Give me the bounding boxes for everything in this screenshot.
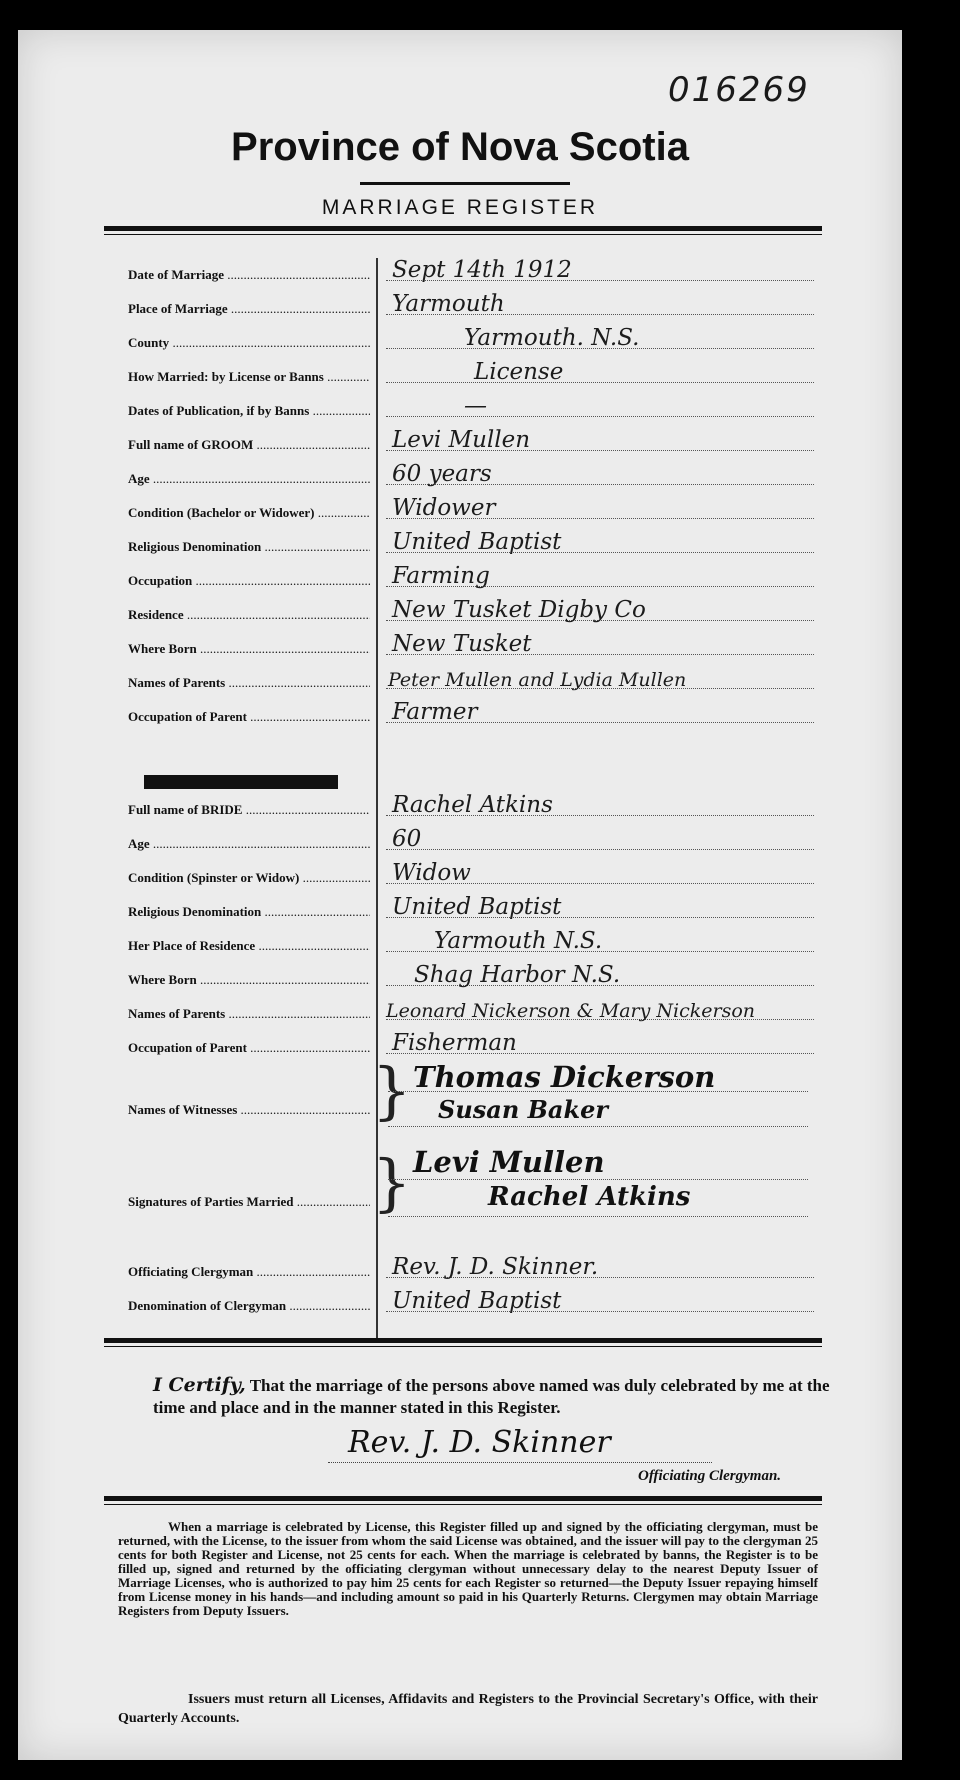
field-value: United Baptist — [392, 1288, 562, 1314]
return-instructions: When a marriage is celebrated by License, this Register filled up and signed by the officiating clergyman, must be returned, with the License, to the issuer from whom the said License was obtained, and the issuer will pay to the clergyman 25 cents for both Register and License, not 25 cents for each. When the marriage is celebrated by banns, the Register is to be filled up, signed and returned by the officiating clergyman without unnecessary delay to the nearest Deputy Issuer of Marriage Licenses, who is authorized to pay him 25 cents for each Register so returned—the Deputy Issuer repaying himself from License money in his hands—and including amount so paid in his Quarterly Returns. Clergymen may obtain Marriage Registers from Deputy Issuers. — [118, 1519, 818, 1618]
field-label: Occupation of Parent ..... — [128, 1040, 370, 1056]
certify-lead: I Certify, — [153, 1374, 246, 1396]
field-clergy-denomination — [104, 1286, 822, 1316]
certify-body: That the marriage of the persons above named was duly celebrated by me at the time and place and in the manner stated in this Register. — [153, 1376, 830, 1417]
field-label: Occupation of Parent ..... — [128, 709, 370, 725]
mid-rule — [104, 1338, 822, 1343]
field-label: Denomination of Clergyman ..... — [128, 1298, 370, 1314]
field-value: United Baptist — [392, 529, 562, 555]
field-label: Names of Parents ..... — [128, 1006, 370, 1022]
mid-rule-thin — [104, 1346, 822, 1347]
field-date-of-marriage — [104, 255, 822, 285]
field-value: Rev. J. D. Skinner. — [392, 1254, 599, 1280]
field-label: Religious Denomination ..... — [128, 539, 370, 555]
field-label: Age ..... — [128, 836, 370, 852]
form-subtitle: MARRIAGE REGISTER — [321, 196, 599, 219]
field-label: Her Place of Residence ..... — [128, 938, 370, 954]
witness-signature-1: Thomas Dickerson — [413, 1060, 716, 1094]
field-label: Signatures of Parties Married ..... — [128, 1194, 370, 1210]
field-value: Yarmouth N.S. — [434, 928, 603, 954]
field-county — [104, 323, 822, 353]
field-groom-name — [104, 425, 822, 455]
field-label: Religious Denomination ..... — [128, 904, 370, 920]
field-value: Farming — [392, 563, 490, 589]
field-groom-occupation — [104, 561, 822, 591]
field-bride-religion — [104, 892, 822, 922]
field-value: Sept 14th 1912 — [392, 257, 572, 283]
field-groom-condition — [104, 493, 822, 523]
field-label: Occupation ..... — [128, 573, 370, 589]
field-groom-parent-occupation — [104, 697, 822, 727]
field-label: Full name of BRIDE ..... — [128, 802, 370, 818]
groom-signature: Levi Mullen — [413, 1145, 605, 1179]
field-value: Levi Mullen — [392, 427, 531, 453]
field-label: Place of Marriage ..... — [128, 301, 370, 317]
field-officiating-clergyman — [104, 1252, 822, 1282]
field-value: Peter Mullen and Lydia Mullen — [388, 669, 687, 691]
clergy-signature-line — [328, 1462, 712, 1463]
field-how-married — [104, 357, 822, 387]
field-value: Widower — [392, 495, 496, 521]
field-label: Dates of Publication, if by Banns ..... — [128, 403, 370, 419]
lower-rule-thin — [104, 1504, 822, 1505]
field-label: Residence ..... — [128, 607, 370, 623]
field-label: Officiating Clergyman ..... — [128, 1264, 370, 1280]
top-rule — [104, 226, 822, 231]
field-label: How Married: by License or Banns ..... — [128, 369, 370, 385]
witnesses-brace: } — [372, 1054, 412, 1127]
field-value: Fisherman — [392, 1030, 517, 1056]
field-value: Farmer — [392, 699, 478, 725]
field-bride-birthplace — [104, 960, 822, 990]
field-value: Yarmouth. N.S. — [464, 325, 640, 351]
field-label: Condition (Bachelor or Widower) ..... — [128, 505, 370, 521]
field-bride-condition — [104, 858, 822, 888]
field-bride-parents — [104, 994, 822, 1024]
field-value: United Baptist — [392, 894, 562, 920]
field-value: Widow — [392, 860, 471, 886]
field-value: Leonard Nickerson & Mary Nickerson — [386, 1000, 755, 1022]
field-groom-birthplace — [104, 629, 822, 659]
field-label: Age ..... — [128, 471, 370, 487]
field-value: Yarmouth — [392, 291, 505, 317]
field-groom-residence — [104, 595, 822, 625]
field-bride-name — [104, 790, 822, 820]
bride-signature: Rachel Atkins — [488, 1182, 691, 1212]
field-label: Full name of GROOM ..... — [128, 437, 370, 453]
field-label: Condition (Spinster or Widow) ..... — [128, 870, 370, 886]
field-value: — — [464, 393, 487, 419]
clergy-caption: Officiating Clergyman. — [638, 1468, 782, 1484]
field-value: New Tusket Digby Co — [392, 597, 646, 623]
field-value: 60 — [392, 826, 422, 852]
field-groom-age — [104, 459, 822, 489]
field-parties-married — [104, 1182, 822, 1212]
field-place-of-marriage — [104, 289, 822, 319]
issuers-instructions: Issuers must return all Licenses, Affidavits and Registers to the Provincial Secretary's Office, with their Quarterly Accounts. — [118, 1692, 818, 1726]
field-label: Where Born ..... — [128, 972, 370, 988]
field-value: New Tusket — [392, 631, 532, 657]
register-form — [18, 30, 902, 1760]
field-value: 60 years — [392, 461, 492, 487]
bride-section-bar — [144, 775, 338, 789]
parties-brace: } — [372, 1146, 412, 1219]
field-value: Rachel Atkins — [392, 792, 553, 818]
lower-rule — [104, 1496, 822, 1501]
field-label: County ..... — [128, 335, 370, 351]
title-underline — [360, 182, 570, 185]
top-rule-thin — [104, 234, 822, 235]
field-bride-age — [104, 824, 822, 854]
field-value: Shag Harbor N.S. — [414, 962, 621, 988]
form-title: Province of Nova Scotia — [231, 125, 689, 169]
field-label: Names of Parents ..... — [128, 675, 370, 691]
field-label: Names of Witnesses ..... — [128, 1102, 370, 1118]
field-bride-parent-occupation — [104, 1028, 822, 1058]
field-label: Date of Marriage ..... — [128, 267, 370, 283]
witness-signature-2: Susan Baker — [438, 1095, 609, 1124]
certification-text — [153, 1374, 833, 1419]
field-label: Where Born ..... — [128, 641, 370, 657]
field-bride-residence — [104, 926, 822, 956]
document-number: 016269 — [668, 70, 810, 110]
field-value: License — [474, 359, 564, 385]
clergy-signature: Rev. J. D. Skinner — [348, 1425, 611, 1460]
field-dates-of-publication — [104, 391, 822, 421]
field-groom-parents — [104, 663, 822, 693]
field-groom-religion — [104, 527, 822, 557]
